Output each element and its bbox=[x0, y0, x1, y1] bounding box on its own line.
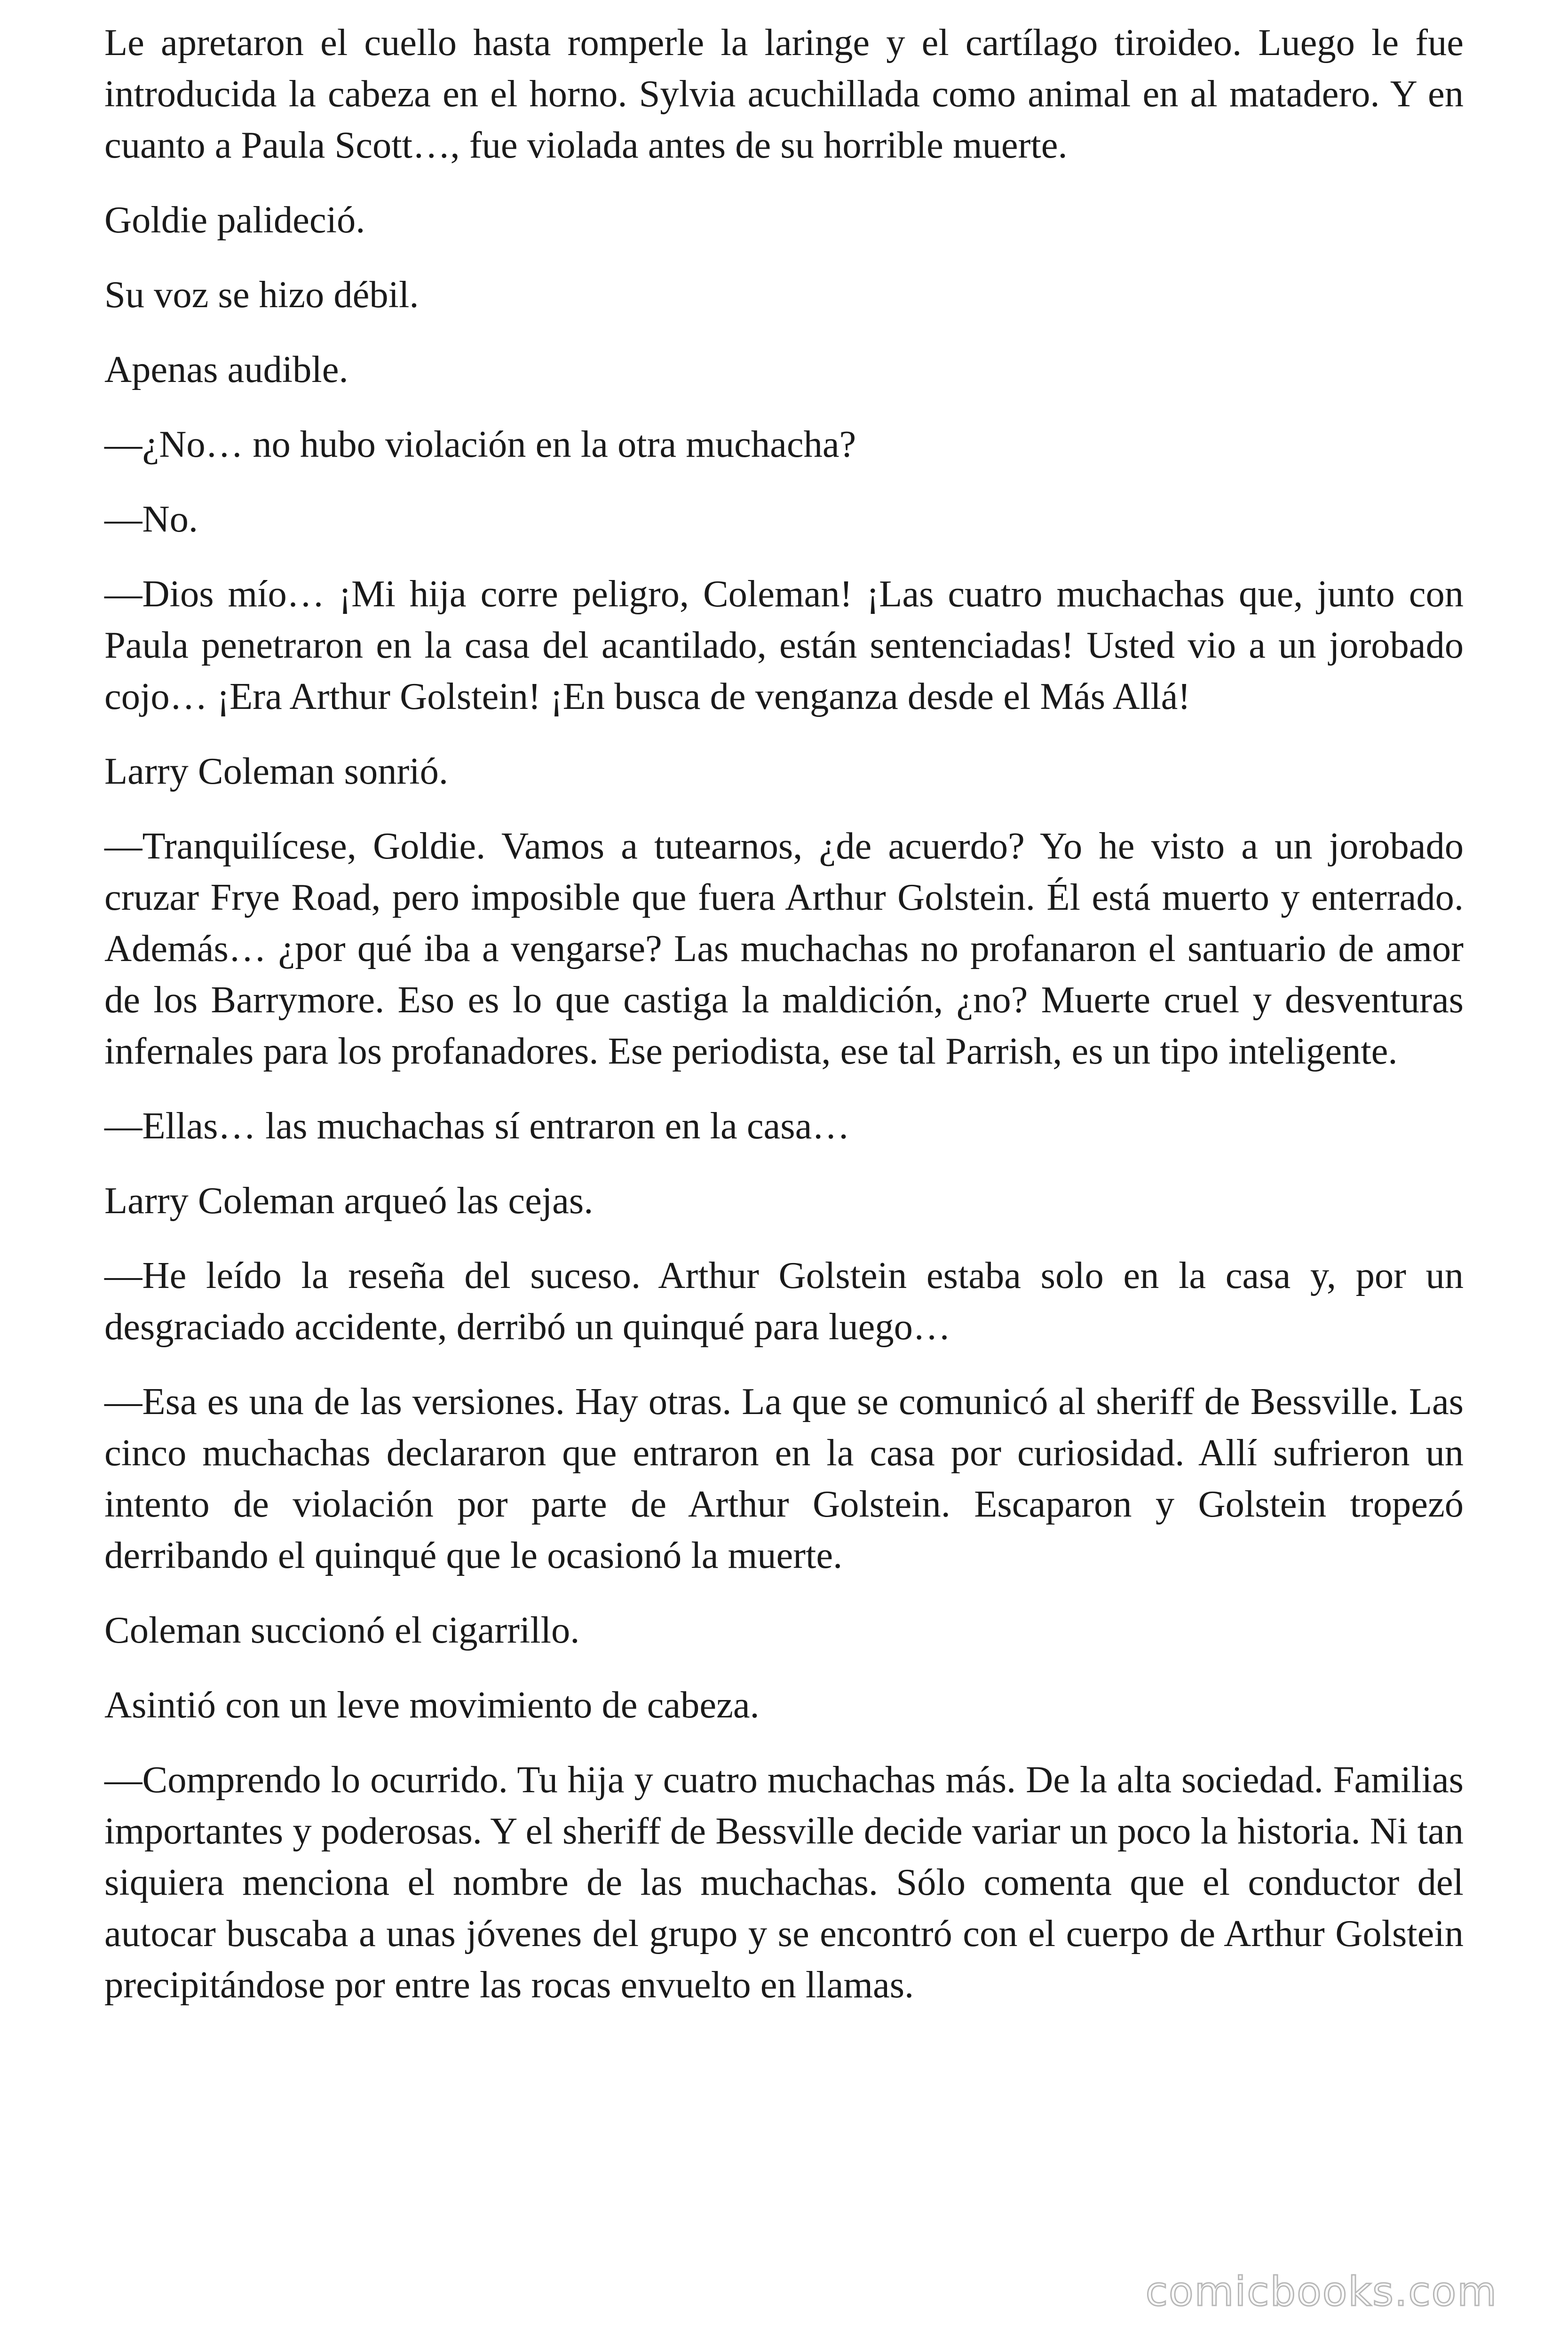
paragraph: —Comprendo lo ocurrido. Tu hija y cuatro muchachas más. De la alta sociedad. Familias importantes y poderosas. Y el sheriff de Bessville decide variar un poco la historia. Ni tan siquiera menciona el nombre de las muchachas. Sólo comenta que el conductor del autocar buscaba a unas jóvenes del grupo y se encontró con el cuerpo de Arthur Golstein precipitándose por entre las rocas envuelto en llamas. bbox=[104, 1759, 1464, 2006]
book-page bbox=[104, 17, 1464, 2034]
watermark: comicbooks.com bbox=[1145, 2268, 1497, 2315]
paragraph: —Dios mío… ¡Mi hija corre peligro, Coleman! ¡Las cuatro muchachas que, junto con Paula penetraron en la casa del acantilado, están sentenciadas! Usted vio a un jorobado cojo… ¡Era Arthur Golstein! ¡En busca de venganza desde el Más Allá! bbox=[104, 573, 1464, 717]
paragraph: Coleman succionó el cigarrillo. bbox=[104, 1609, 580, 1651]
paragraph: Larry Coleman arqueó las cejas. bbox=[104, 1180, 594, 1222]
paragraph: Su voz se hizo débil. bbox=[104, 274, 419, 316]
paragraph: —Ellas… las muchachas sí entraron en la casa… bbox=[104, 1105, 850, 1147]
paragraph: —¿No… no hubo violación en la otra muchacha? bbox=[104, 423, 856, 465]
paragraph: —No. bbox=[104, 498, 198, 540]
paragraph: Asintió con un leve movimiento de cabeza. bbox=[104, 1684, 760, 1726]
paragraph: —He leído la reseña del suceso. Arthur Golstein estaba solo en la casa y, por un desgraciado accidente, derribó un quinqué para luego… bbox=[104, 1255, 1464, 1348]
paragraph: Larry Coleman sonrió. bbox=[104, 750, 449, 792]
paragraph: —Esa es una de las versiones. Hay otras. La que se comunicó al sheriff de Bessville. Las cinco muchachas declararon que entraron en la casa por curiosidad. Allí sufrieron un intento de violación por parte de Arthur Golstein. Escaparon y Golstein tropezó derribando el quinqué que le ocasionó la muerte. bbox=[104, 1381, 1464, 1576]
paragraph: Goldie palideció. bbox=[104, 199, 365, 241]
paragraph: Le apretaron el cuello hasta romperle la laringe y el cartílago tiroideo. Luego le fue introducida la cabeza en el horno. Sylvia acuchillada como animal en al matadero. Y en cuanto a Paula Scott…, fue violada antes de su horrible muerte. bbox=[104, 22, 1464, 166]
paragraph: Apenas audible. bbox=[104, 349, 348, 390]
paragraph: —Tranquilícese, Goldie. Vamos a tutearnos, ¿de acuerdo? Yo he visto a un jorobado cruzar Frye Road, pero imposible que fuera Arthur Golstein. Él está muerto y enterrado. Además… ¿por qué iba a vengarse? Las muchachas no profanaron el santuario de amor de los Barrymore. Eso es lo que castiga la maldición, ¿no? Muerte cruel y desventuras infernales para los profanadores. Ese periodista, ese tal Parrish, es un tipo inteligente. bbox=[104, 825, 1464, 1072]
